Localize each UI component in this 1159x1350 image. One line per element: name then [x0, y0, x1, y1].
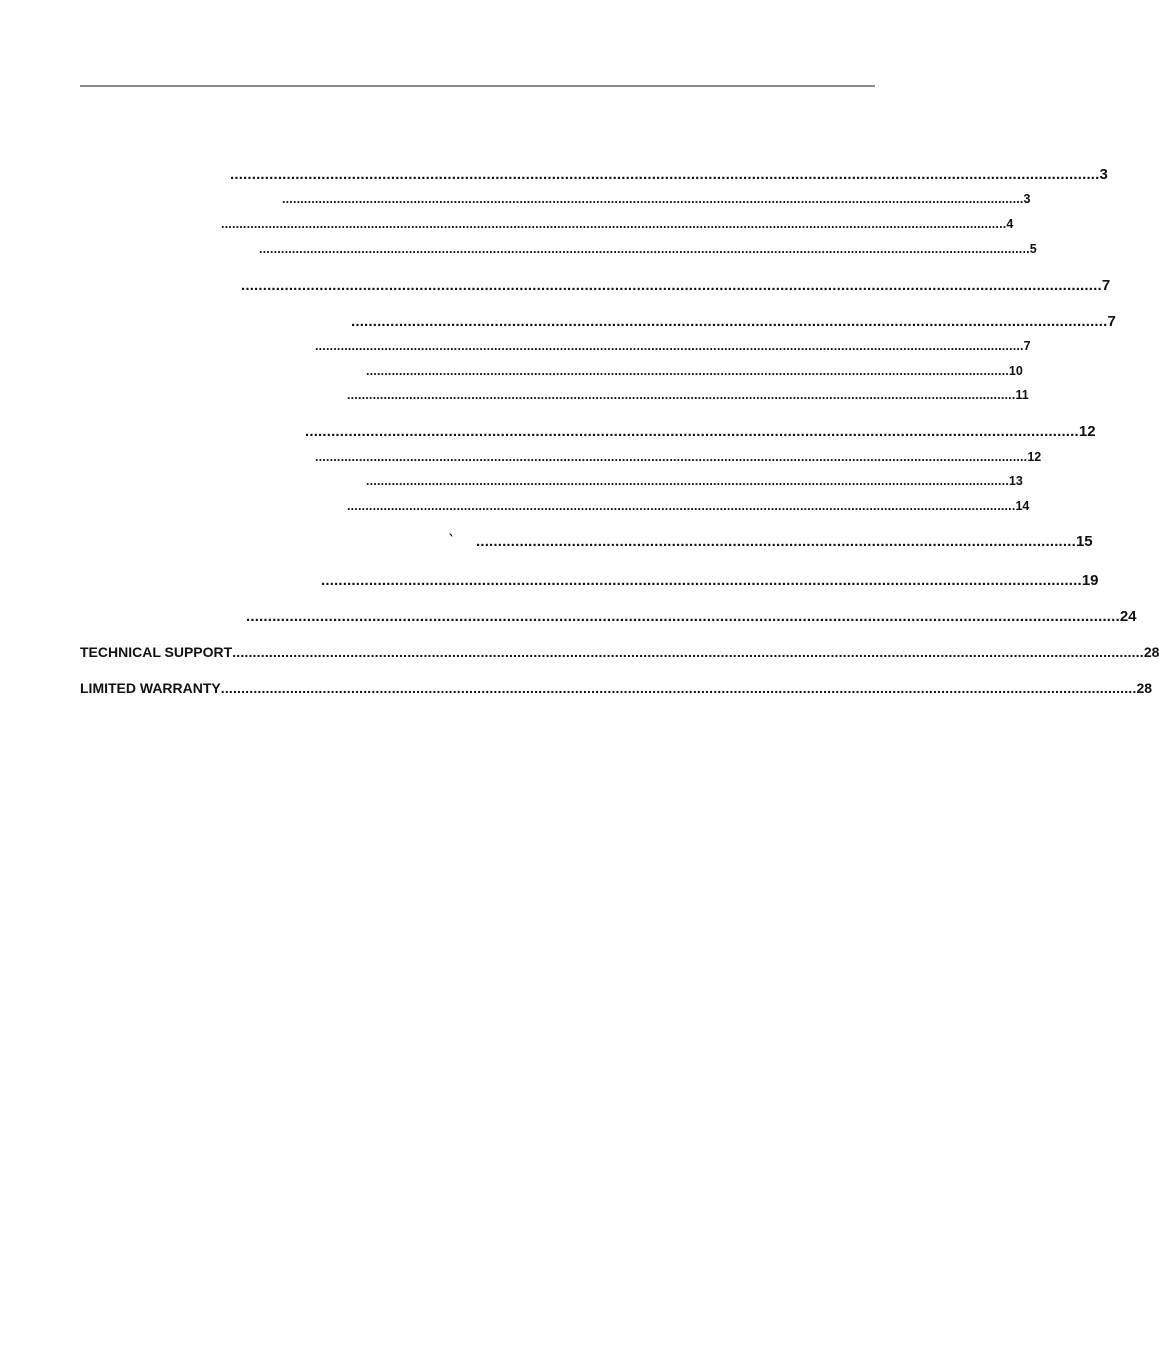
toc-leader-dots: ..................................................................................................................................................................................	[305, 423, 1079, 440]
toc-page-number: 11	[1015, 388, 1029, 402]
toc-leader-dots: ........................................................................................................................................................................................................	[230, 166, 1100, 183]
toc-leader-dots: ......................................................................................................................................................................................................	[241, 277, 1102, 294]
backtick-mark: `	[446, 531, 455, 550]
toc-leader-dots: .......................................................................................................................................................................................................................	[221, 217, 1007, 231]
toc-page-number: 3	[1023, 192, 1031, 206]
toc-entry[interactable]	[230, 166, 1108, 183]
toc-entry[interactable]	[476, 533, 1093, 550]
toc-entry[interactable]	[259, 242, 1037, 256]
toc-entry[interactable]	[282, 192, 1031, 206]
toc-page-number: 12	[1078, 423, 1096, 440]
toc-leader-dots: .......................................................................................................................................................................................	[347, 388, 1016, 402]
toc-leader-dots: ...............................................................................................................................................................................	[321, 572, 1082, 589]
toc-page-number: 10	[1008, 364, 1023, 378]
toc-page-number: 5	[1029, 242, 1037, 256]
toc-entry[interactable]	[351, 313, 1116, 330]
toc-page-number: 7	[1101, 277, 1111, 294]
toc-page-number: 7	[1107, 313, 1116, 330]
toc-page-number: 12	[1027, 450, 1042, 464]
toc-leader-dots: .......................................................................................................................................................................................	[347, 499, 1016, 513]
toc-leader-dots: ................................................................................................................................................................................	[366, 474, 1009, 488]
toc-entry-label: LIMITED WARRANTY	[80, 680, 221, 696]
toc-leader-dots: ..............................................................................................................................................................................	[351, 313, 1108, 330]
toc-page-number: 19	[1081, 572, 1099, 589]
toc-entry-technical-support[interactable]	[80, 644, 1159, 660]
toc-entry[interactable]	[321, 572, 1099, 589]
toc-entry[interactable]	[347, 388, 1029, 402]
toc-entry-limited-warranty[interactable]	[80, 680, 1153, 696]
toc-entry-label: TECHNICAL SUPPORT	[80, 644, 233, 660]
toc-leader-dots: .........................................................................................................................................................................................................	[246, 608, 1120, 625]
toc-entry[interactable]	[221, 217, 1014, 231]
toc-entry[interactable]	[315, 339, 1031, 353]
toc-entry[interactable]	[347, 499, 1030, 513]
toc-leader-dots: ................................................................................................................................................................................................................................	[232, 644, 1144, 660]
toc-entry[interactable]	[366, 474, 1023, 488]
toc-leader-dots: .................................................................................................................................................................................................................................	[220, 680, 1137, 696]
toc-leader-dots: ..........................................................................................................................................	[476, 533, 1076, 550]
toc-entry[interactable]	[366, 364, 1023, 378]
toc-entry[interactable]	[315, 450, 1042, 464]
toc-page-number: 4	[1006, 217, 1014, 231]
toc-entry[interactable]	[305, 423, 1096, 440]
toc-entry[interactable]	[241, 277, 1111, 294]
toc-page-number: 15	[1075, 533, 1093, 550]
toc-leader-dots: ..................................................................................................................................................................................................	[315, 339, 1024, 353]
toc-page-number: 3	[1099, 166, 1108, 183]
toc-page-number: 7	[1023, 339, 1031, 353]
toc-entry[interactable]	[246, 608, 1137, 625]
toc-leader-dots: ...................................................................................................................................................................................................	[315, 450, 1028, 464]
toc-page-number: 24	[1119, 608, 1137, 625]
toc-page-number: 14	[1015, 499, 1030, 513]
toc-page-number: 13	[1008, 474, 1023, 488]
toc-leader-dots: ...................................................................................................................................................................................................................	[259, 242, 1030, 256]
toc-leader-dots: ................................................................................................................................................................................	[366, 364, 1009, 378]
toc-page-number: 28	[1136, 680, 1153, 696]
toc-page-number: 28	[1143, 644, 1159, 660]
header-rule	[80, 85, 875, 87]
toc-leader-dots: ...........................................................................................................................................................................................................	[282, 192, 1024, 206]
